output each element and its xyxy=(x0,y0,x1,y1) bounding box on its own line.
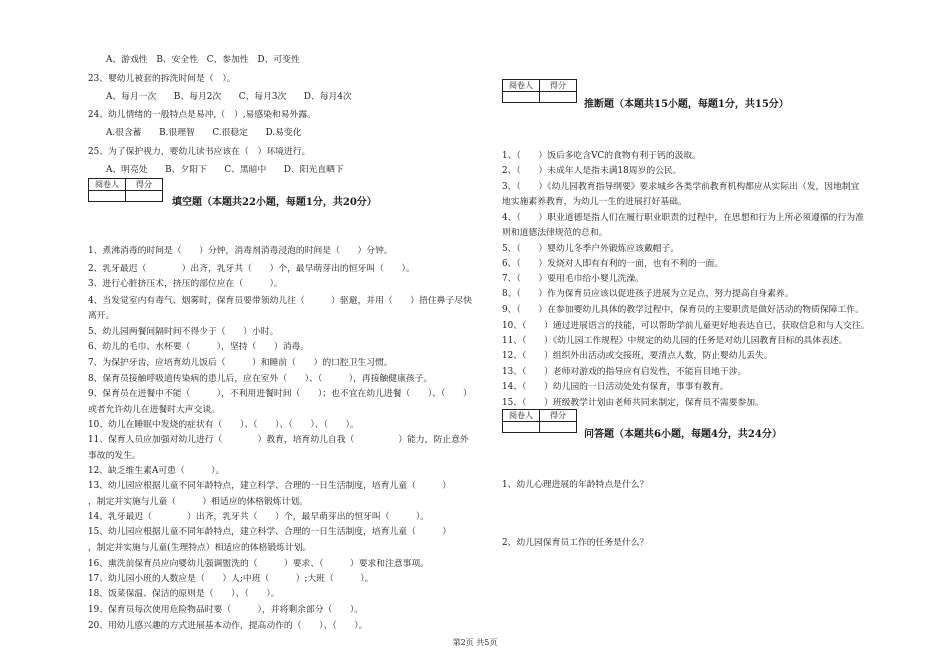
fill-line: 13、幼儿园应根据儿童不同年龄特点，建立科学、合理的一日生活制度，培育儿童（ ） xyxy=(88,481,452,491)
score-box-qa xyxy=(502,409,577,433)
fill-line: 6、幼儿的毛巾、水杯要（ ），坚持（ ）消毒。 xyxy=(88,342,310,352)
judge-line: 6、（ ）发烧对人即有有利的一面，也有不利的一面。 xyxy=(502,259,724,269)
reviewer-label: 阅卷人 xyxy=(503,410,540,422)
judge-line: 4、（ ）职业道德是指人们在履行职业职责的过程中，在思想和行为上所必须遵循的行为准 xyxy=(502,213,864,223)
judge-line: 3、（ ）《幼儿园教育指导纲要》要求城乡各类学前教育机构都应从实际出（发，因地制宜 xyxy=(502,182,860,192)
fill-line: 19、保育员每次使用危险物品时要（ ），并将剩余部分（ ）。 xyxy=(88,605,364,615)
judge-line: 8、（ ）作为保育员应该以促进孩子进展为立足点，努力提高自身素养。 xyxy=(502,289,794,299)
judge-line: 9、（ ）在参加婴幼儿具体的教学过程中，保育员的主要职责是做好活动的物质保障工作。 xyxy=(502,305,864,315)
fill-line: 事故的发生。 xyxy=(88,451,141,461)
judge-line: 则和道德法律规范的总和。 xyxy=(502,228,608,238)
section-title-judge: 推断题（本题共15小题，每题1分，共15分） xyxy=(584,99,789,110)
fill-line: 17、幼儿园小班的人数应是（ ）人;中班（ ）;大班（ ）。 xyxy=(88,574,374,584)
reviewer-label: 阅卷人 xyxy=(503,80,540,92)
fill-line: 或者允许幼儿在进餐时大声交谈。 xyxy=(88,405,220,415)
fill-line: 18、饭菜保温、保洁的原则是（ ）、（ ）。 xyxy=(88,589,280,599)
reviewer-cell xyxy=(503,422,540,433)
fill-line: 20、用幼儿感兴趣的方式进展基本动作，提高动作的（ ）、（ ）。 xyxy=(88,621,368,631)
reviewer-cell xyxy=(503,92,540,103)
fill-line: 16、熏洗前保育员应向婴幼儿强调盥洗的（ ）要求、（ ）要求和注意事项。 xyxy=(88,559,430,569)
fill-line: 7、为保护牙齿，应培育幼儿饭后（ ）和睡前（ ）的口腔卫生习惯。 xyxy=(88,358,393,368)
score-cell xyxy=(540,92,577,103)
score-box-fill xyxy=(88,178,163,202)
judge-line: 13、（ ）老师对游戏的指导应有启发性，不能盲目地干涉。 xyxy=(502,367,747,377)
judge-line: 12、（ ）组织外出活动或交接班，要清点人数，防止婴幼儿丢失。 xyxy=(502,351,773,361)
fill-line: 8、保育员接触呼吸道传染病的患儿后，应在室外（ ）、（ ），再接触健康孩子。 xyxy=(88,374,433,384)
fill-line: 4、当发觉室内有毒气、烟雾时，保育员要带领幼儿往（ ）驱避，并用（ ）捂住鼻子尽快 xyxy=(88,296,472,306)
choice-options: A、明亮处 B、夕阳下 C、黑暗中 D、阳光直晒下 xyxy=(106,165,344,175)
judge-line: 14、（ ）幼儿园的一日活动处处有保育，事事有教育。 xyxy=(502,382,729,392)
fill-line: 1、煮沸消毒的时间是（ ）分钟，消毒剂消毒浸泡的时间是（ ）分钟。 xyxy=(88,246,393,256)
question-23: 23、婴幼儿被套的拆洗时间是（ ）。 xyxy=(88,74,236,84)
score-cell xyxy=(126,191,163,202)
section-title-fill: 填空题（本题共22小题，每题1分，共20分） xyxy=(172,197,377,208)
judge-line: 地实施素养教育，为幼儿一生的进展打好基础。 xyxy=(502,197,687,207)
judge-line: 11、（ ）《幼儿园工作规程》中规定的幼儿园的任务是对幼儿园教育目标的具体表述。 xyxy=(502,336,848,346)
fill-line: 10、幼儿在睡眠中发烧的症状有（ ）、（ ）、（ ）、（ ）。 xyxy=(88,420,359,430)
score-label: 得分 xyxy=(540,410,577,422)
choice-options: A.很含蓄 B.很理智 C.很稳定 D.易变化 xyxy=(106,128,302,138)
judge-line: 7、（ ）要用毛巾给小婴儿洗澡。 xyxy=(502,274,644,284)
choice-options: A、每月一次 B、每月2次 C、每月3次 D、每月4次 xyxy=(106,92,352,102)
fill-line: 3、进行心脏挤压术，挤压的部位应在（ ）。 xyxy=(88,279,283,289)
fill-line: 12、缺乏维生素A可患（ ）。 xyxy=(88,466,225,476)
score-box-judge xyxy=(502,79,577,103)
score-cell xyxy=(540,422,577,433)
fill-line: 5、幼儿园两餐间隔时间不得少于（ ）小时。 xyxy=(88,327,279,337)
fill-line: ，制定并实施与儿童（ ）相适应的体格锻炼计划。 xyxy=(88,497,308,507)
judge-line: 2、（ ）未成年人是指未满18周岁的公民。 xyxy=(502,166,682,176)
page-footer: 第2页 共5页 xyxy=(452,638,498,647)
score-label: 得分 xyxy=(126,179,163,191)
judge-line: 5、（ ）婴幼儿冬季户外锻炼应该戴帽子。 xyxy=(502,244,680,254)
fill-line: 11、保育人员应加强对幼儿进行（ ）教育，培育幼儿自我（ ）能力，防止意外 xyxy=(88,435,469,445)
score-label: 得分 xyxy=(540,80,577,92)
fill-line: 14、乳牙最迟（ ）出齐，乳牙共（ ）个，最早萌芽出的恒牙叫（ ）。 xyxy=(88,512,430,522)
fill-line: 2、乳牙最迟（ ）出齐，乳牙共（ ）个，最早萌芽出的恒牙叫（ ）。 xyxy=(88,264,415,274)
fill-line: 9、保育员在进餐中不能（ ），不利用进餐时间（ ）；也不宜在幼儿进餐（ ）、（ ） xyxy=(88,389,472,399)
question-25: 25、为了保护视力，婴幼儿读书应该在（ ）环境进行。 xyxy=(88,147,311,157)
qa-question-1: 1、幼儿心理进展的年龄特点是什么？ xyxy=(502,480,649,490)
fill-line: 15、幼儿园应根据儿童不同年龄特点，建立科学、合理的一日生活制度，培育儿童（ ） xyxy=(88,527,452,537)
qa-question-2: 2、幼儿园保育员工作的任务是什么？ xyxy=(502,538,649,548)
fill-line: 离开。 xyxy=(88,311,115,321)
reviewer-label: 阅卷人 xyxy=(89,179,126,191)
fill-line: ，制定并实施与儿童(生理特点）相适应的体格锻炼计划。 xyxy=(88,543,312,553)
section-title-qa: 问答题（本题共6小题，每题4分，共24分） xyxy=(584,429,782,440)
judge-line: 1、（ ）饭后多吃含VC的食物有利于钙的汲取。 xyxy=(502,151,702,161)
choice-options: A、游戏性 B、安全性 C、参加性 D、可变性 xyxy=(106,55,300,65)
reviewer-cell xyxy=(89,191,126,202)
question-24: 24、幼儿情绪的一般特点是易冲,（ ）,易感染和易外露。 xyxy=(88,110,316,120)
judge-line: 15、（ ）班级教学计划由老师共同来制定，保育员不需要参加。 xyxy=(502,398,764,408)
judge-line: 10、（ ）通过进展语言的技能，可以帮助学前儿童更好地表达自已，获取信息和与人交往。 xyxy=(502,321,870,331)
